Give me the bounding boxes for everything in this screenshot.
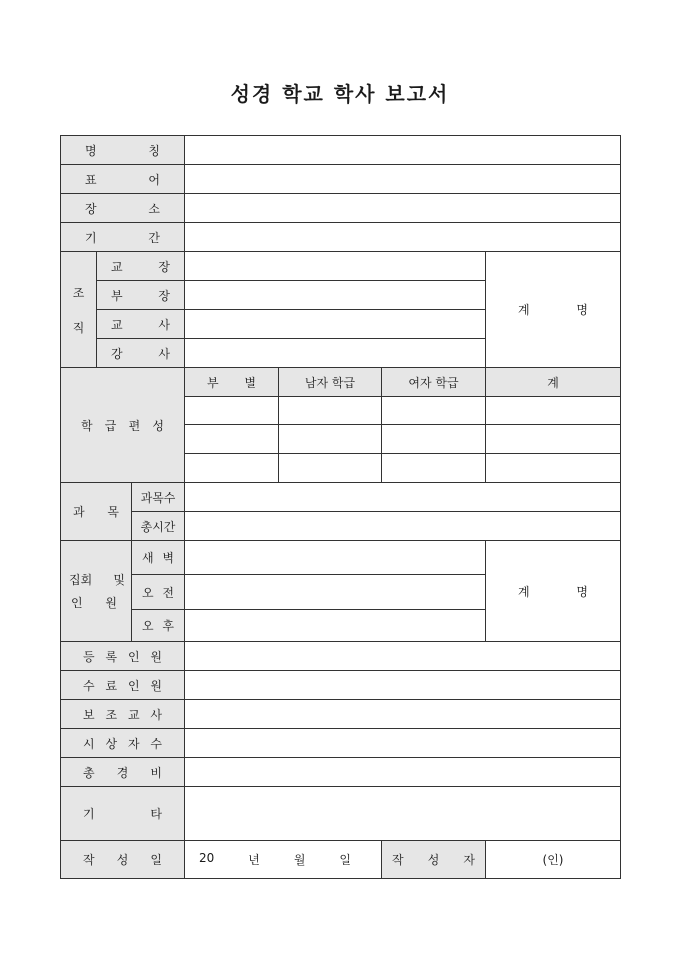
label-author: 작 성 자 bbox=[382, 841, 486, 879]
row-footer bbox=[61, 841, 621, 879]
label-org: 조 직 bbox=[61, 252, 97, 368]
report-form bbox=[60, 135, 621, 879]
row-subject-hours bbox=[61, 512, 621, 541]
field-other[interactable] bbox=[185, 787, 621, 841]
row-name bbox=[61, 136, 621, 165]
cell-girls-1[interactable] bbox=[382, 397, 486, 425]
row-registered bbox=[61, 642, 621, 671]
assembly-total[interactable]: 계 명 bbox=[486, 541, 621, 642]
row-subject-count bbox=[61, 483, 621, 512]
label-assembly: 집회 및 인 원 bbox=[61, 541, 132, 642]
row-expense bbox=[61, 758, 621, 787]
cell-division-2[interactable] bbox=[185, 425, 279, 454]
row-completed bbox=[61, 671, 621, 700]
label-morning: 오 전 bbox=[132, 575, 185, 610]
row-motto bbox=[61, 165, 621, 194]
field-dawn[interactable] bbox=[185, 541, 486, 575]
label-afternoon: 오 후 bbox=[132, 610, 185, 642]
header-division: 부 별 bbox=[185, 368, 279, 397]
row-org-principal bbox=[61, 252, 621, 281]
label-motto: 표 어 bbox=[61, 165, 185, 194]
field-place[interactable] bbox=[185, 194, 621, 223]
label-principal: 교 장 bbox=[97, 252, 185, 281]
row-period bbox=[61, 223, 621, 252]
field-lecturer[interactable] bbox=[185, 339, 486, 368]
cell-girls-3[interactable] bbox=[382, 454, 486, 483]
label-classes: 학 급 편 성 bbox=[61, 368, 185, 483]
row-place bbox=[61, 194, 621, 223]
row-assistant bbox=[61, 700, 621, 729]
label-assistant: 보 조 교 사 bbox=[61, 700, 185, 729]
page-title: 성경 학교 학사 보고서 bbox=[230, 82, 450, 106]
field-registered[interactable] bbox=[185, 642, 621, 671]
cell-boys-2[interactable] bbox=[279, 425, 382, 454]
field-principal[interactable] bbox=[185, 252, 486, 281]
label-registered: 등 록 인 원 bbox=[61, 642, 185, 671]
label-awardees: 시 상 자 수 bbox=[61, 729, 185, 758]
field-author[interactable] bbox=[486, 841, 621, 879]
field-completed[interactable] bbox=[185, 671, 621, 700]
cell-boys-1[interactable] bbox=[279, 397, 382, 425]
field-date[interactable]: 20 년 월 일 bbox=[185, 841, 382, 879]
label-name: 명 칭 bbox=[61, 136, 185, 165]
row-assembly-dawn bbox=[61, 541, 621, 575]
cell-total-1[interactable] bbox=[486, 397, 621, 425]
header-girls: 여자 학급 bbox=[382, 368, 486, 397]
label-lecturer: 강 사 bbox=[97, 339, 185, 368]
header-total: 계 bbox=[486, 368, 621, 397]
label-subject-count: 과목수 bbox=[132, 483, 185, 512]
seal-mark: (인) bbox=[542, 853, 564, 867]
cell-division-1[interactable] bbox=[185, 397, 279, 425]
field-awardees[interactable] bbox=[185, 729, 621, 758]
field-subject-count[interactable] bbox=[185, 483, 621, 512]
label-dawn: 새 벽 bbox=[132, 541, 185, 575]
label-teacher: 교 사 bbox=[97, 310, 185, 339]
label-completed: 수 료 인 원 bbox=[61, 671, 185, 700]
field-period[interactable] bbox=[185, 223, 621, 252]
row-other bbox=[61, 787, 621, 841]
field-name[interactable] bbox=[185, 136, 621, 165]
label-date: 작 성 일 bbox=[61, 841, 185, 879]
cell-girls-2[interactable] bbox=[382, 425, 486, 454]
header-boys: 남자 학급 bbox=[279, 368, 382, 397]
cell-boys-3[interactable] bbox=[279, 454, 382, 483]
cell-division-3[interactable] bbox=[185, 454, 279, 483]
field-subject-hours[interactable] bbox=[185, 512, 621, 541]
field-teacher[interactable] bbox=[185, 310, 486, 339]
row-class-header bbox=[61, 368, 621, 397]
label-other: 기 타 bbox=[61, 787, 185, 841]
org-total[interactable]: 계 명 bbox=[486, 252, 621, 368]
label-subjects: 과 목 bbox=[61, 483, 132, 541]
label-place: 장 소 bbox=[61, 194, 185, 223]
cell-total-3[interactable] bbox=[486, 454, 621, 483]
field-afternoon[interactable] bbox=[185, 610, 486, 642]
field-vice[interactable] bbox=[185, 281, 486, 310]
label-period: 기 간 bbox=[61, 223, 185, 252]
field-assistant[interactable] bbox=[185, 700, 621, 729]
label-subject-hours: 총시간 bbox=[132, 512, 185, 541]
field-morning[interactable] bbox=[185, 575, 486, 610]
cell-total-2[interactable] bbox=[486, 425, 621, 454]
label-vice: 부 장 bbox=[97, 281, 185, 310]
field-expense[interactable] bbox=[185, 758, 621, 787]
field-motto[interactable] bbox=[185, 165, 621, 194]
label-expense: 총 경 비 bbox=[61, 758, 185, 787]
row-awardees bbox=[61, 729, 621, 758]
